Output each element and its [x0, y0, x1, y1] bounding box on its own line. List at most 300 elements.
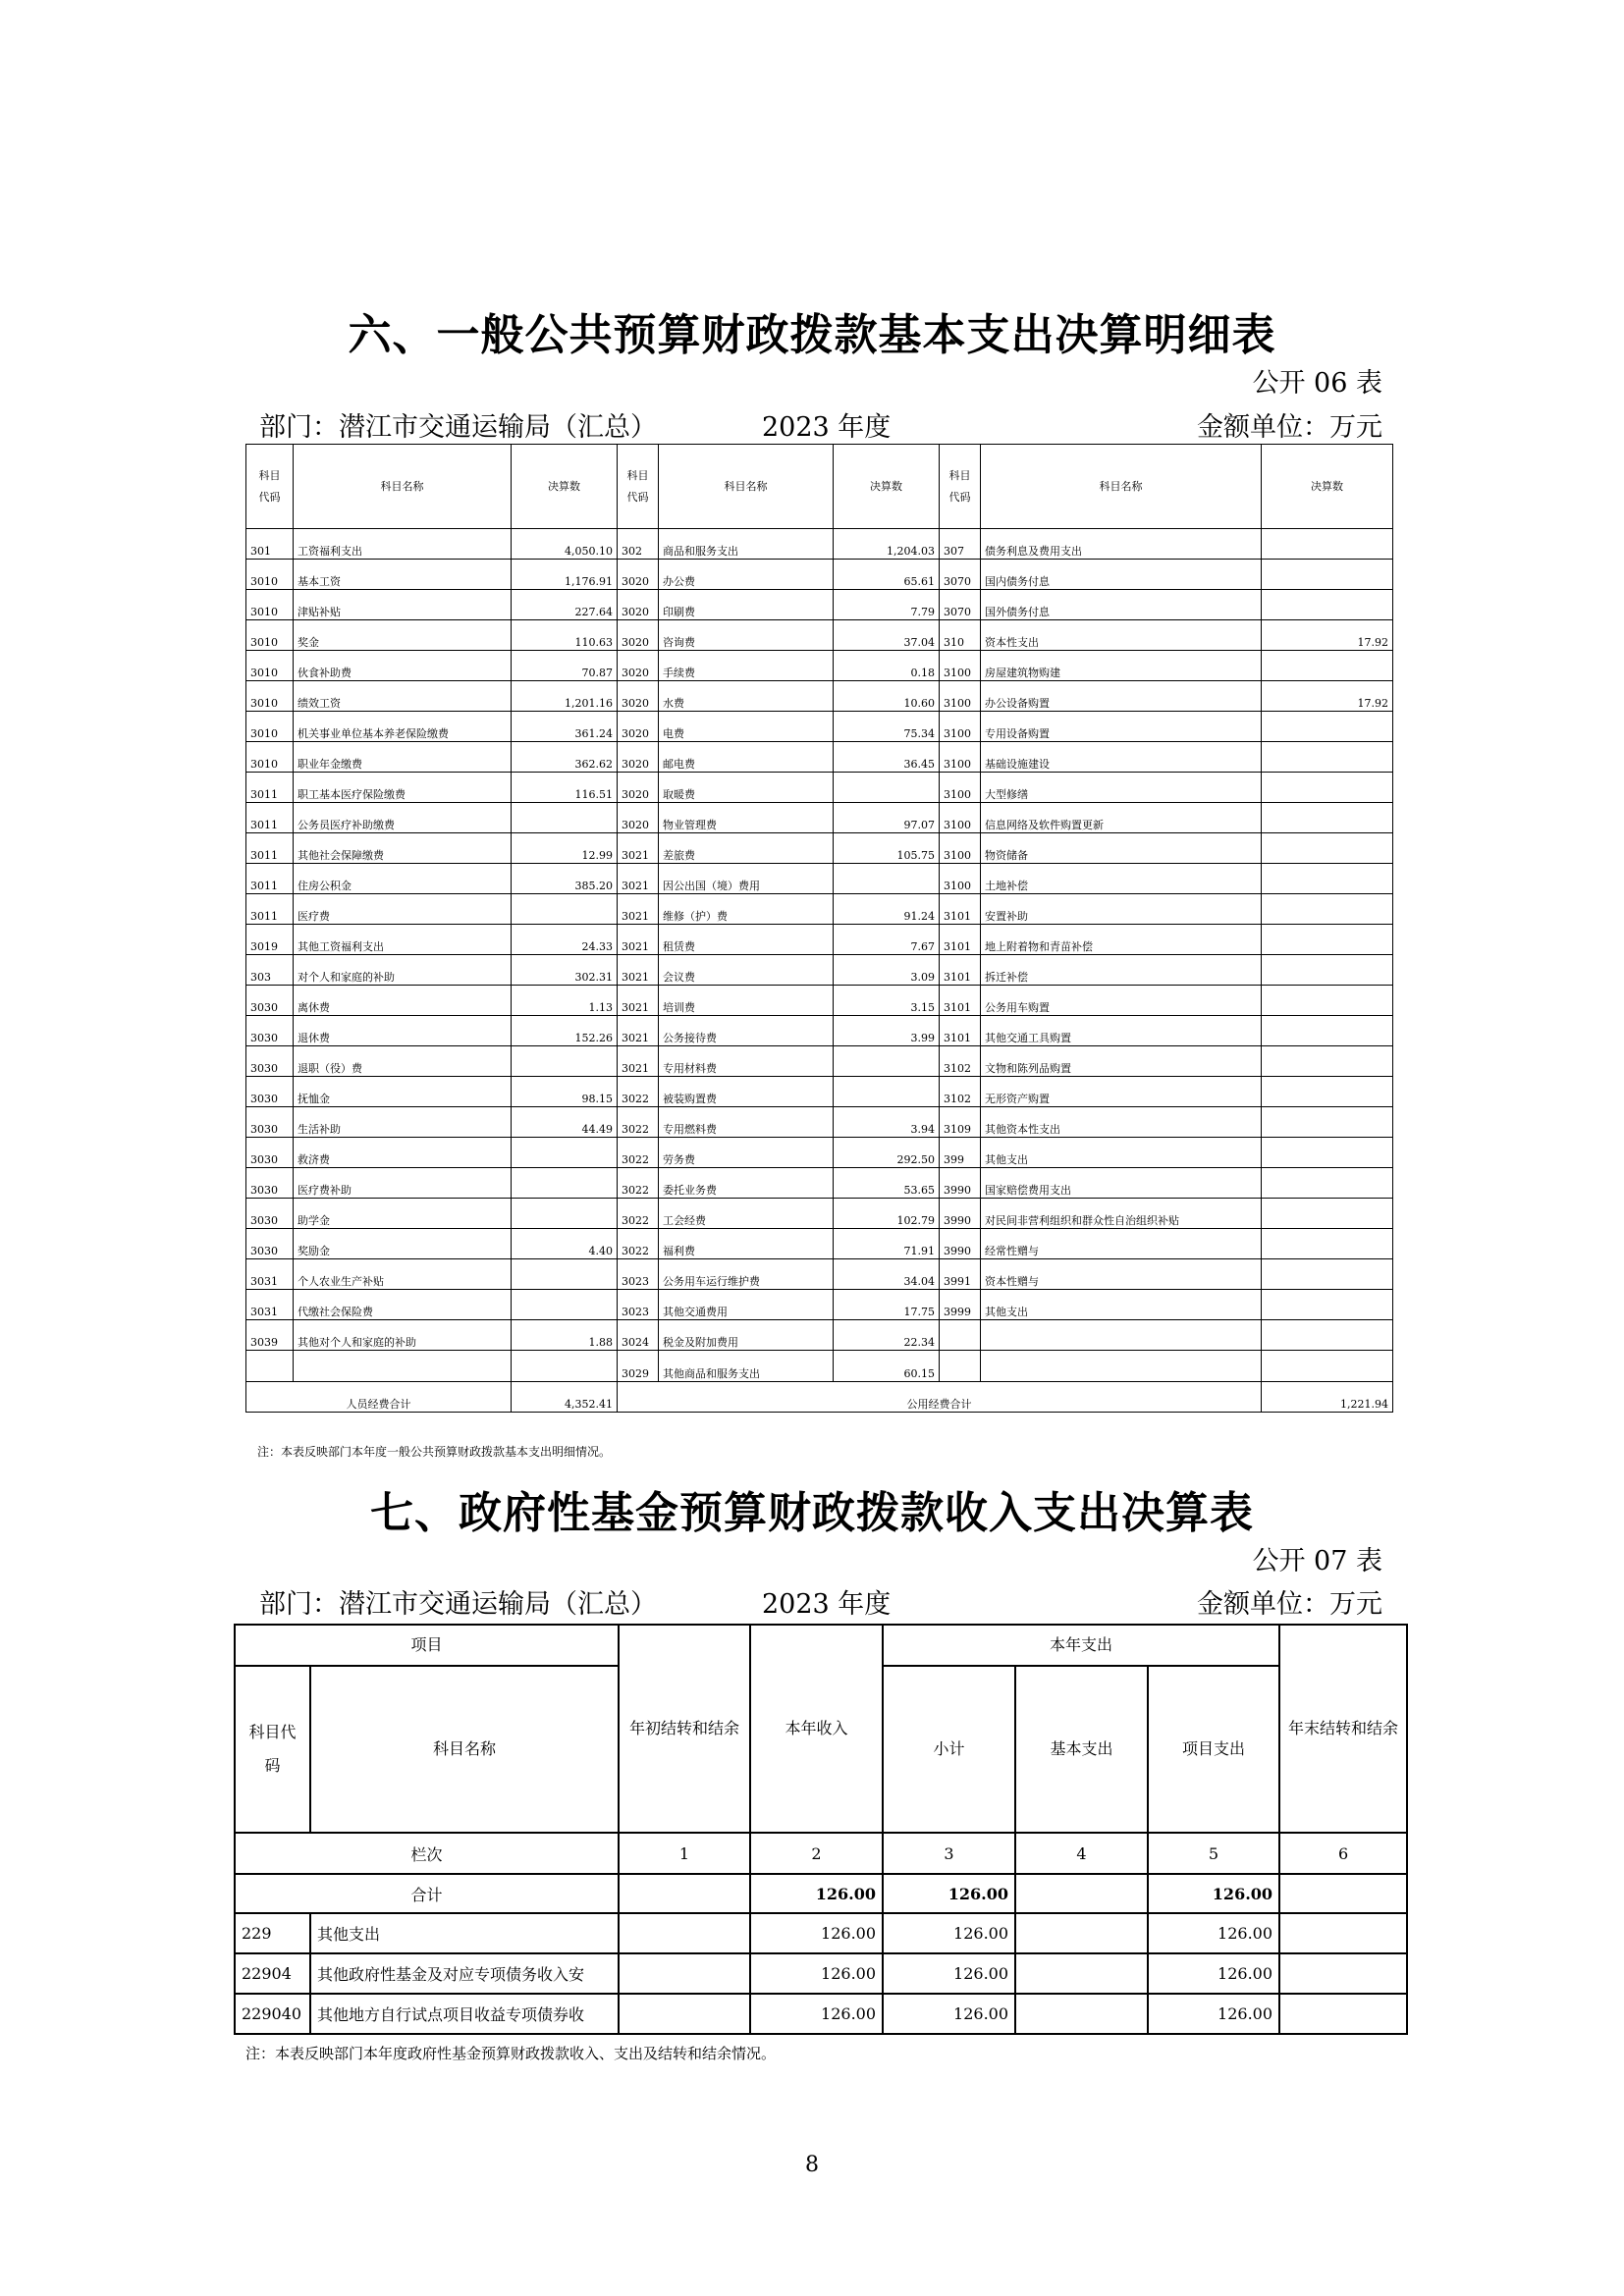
table-row [246, 1168, 1393, 1199]
cell-name: 公务用车运行维护费 [659, 1259, 834, 1290]
header-subtotal: 小计 [883, 1666, 1015, 1833]
cell-amount: 37.04 [834, 620, 940, 651]
cell-name: 资本性支出 [981, 620, 1262, 651]
cell-code: 3022 [618, 1168, 659, 1199]
cell-name: 办公费 [659, 560, 834, 590]
cell-code: 3020 [618, 651, 659, 681]
table-row [235, 1913, 1407, 1953]
cell-code: 3022 [618, 1077, 659, 1107]
cell-name: 个人农业生产补贴 [294, 1259, 512, 1290]
cell-amount [1262, 529, 1393, 560]
cell-code: 3030 [246, 1046, 294, 1077]
cell-code: 3024 [618, 1320, 659, 1351]
cell-code: 3011 [246, 833, 294, 864]
cell-amount: 102.79 [834, 1199, 940, 1229]
cell-name [981, 1320, 1262, 1351]
cell-name: 办公设备购置 [981, 681, 1262, 712]
cell-code: 3021 [618, 1046, 659, 1077]
total-cell: 126.00 [883, 1874, 1015, 1913]
cell-name: 公务员医疗补助缴费 [294, 803, 512, 833]
cell-code: 3999 [940, 1290, 981, 1320]
cell-amount: 126.00 [883, 1913, 1015, 1953]
cell-code: 3100 [940, 773, 981, 803]
table-row [246, 1229, 1393, 1259]
cell-amount: 91.24 [834, 894, 940, 925]
cell-name: 文物和陈列品购置 [981, 1046, 1262, 1077]
cell-amount: 53.65 [834, 1168, 940, 1199]
header-basic-expense: 基本支出 [1015, 1666, 1148, 1833]
table-row [246, 1016, 1393, 1046]
cell-amount: 70.87 [512, 651, 618, 681]
cell-code: 3100 [940, 864, 981, 894]
cell-amount [619, 1994, 750, 2034]
cell-name: 会议费 [659, 955, 834, 986]
cell-code: 3010 [246, 651, 294, 681]
total-cell: 126.00 [1148, 1874, 1279, 1913]
cell-code: 3022 [618, 1107, 659, 1138]
table-row [246, 955, 1393, 986]
cell-code: 3039 [246, 1320, 294, 1351]
cell-code: 3101 [940, 894, 981, 925]
cell-name: 大型修缮 [981, 773, 1262, 803]
cell-name: 房屋建筑物购建 [981, 651, 1262, 681]
table-row [235, 1953, 1407, 1994]
basic-expenditure-table [245, 444, 1393, 1413]
cell-code: 3019 [246, 925, 294, 955]
cell-code: 307 [940, 529, 981, 560]
table-row [246, 864, 1393, 894]
table-row [246, 894, 1393, 925]
cell-code: 3021 [618, 1016, 659, 1046]
cell-name: 医疗费 [294, 894, 512, 925]
cell-amount: 126.00 [1148, 1913, 1279, 1953]
cell-name: 邮电费 [659, 742, 834, 773]
table-row [246, 1320, 1393, 1351]
cell-amount: 0.18 [834, 651, 940, 681]
table-row [246, 1046, 1393, 1077]
cell-amount [834, 1046, 940, 1077]
cell-code: 3990 [940, 1199, 981, 1229]
header-expense: 本年支出 [883, 1625, 1279, 1666]
column-number: 6 [1279, 1833, 1407, 1874]
cell-code: 3023 [618, 1290, 659, 1320]
cell-name: 其他工资福利支出 [294, 925, 512, 955]
cell-name: 机关事业单位基本养老保险缴费 [294, 712, 512, 742]
cell-code: 3020 [618, 620, 659, 651]
header-amount: 决算数 [512, 445, 618, 529]
cell-name: 医疗费补助 [294, 1168, 512, 1199]
total-cell: 126.00 [750, 1874, 883, 1913]
header-subject-name: 科目名称 [310, 1666, 619, 1833]
cell-amount: 12.99 [512, 833, 618, 864]
cell-amount [1015, 1994, 1148, 2034]
cell-amount [512, 803, 618, 833]
cell-name: 租赁费 [659, 925, 834, 955]
cell-code: 3030 [246, 986, 294, 1016]
cell-amount [1015, 1953, 1148, 1994]
table6-year: 2023 年度 [762, 412, 892, 443]
cell-amount: 362.62 [512, 742, 618, 773]
cell-amount [512, 1168, 618, 1199]
cell-amount: 71.91 [834, 1229, 940, 1259]
header-end-balance: 年末结转和结余 [1279, 1625, 1407, 1833]
cell-amount: 292.50 [834, 1138, 940, 1168]
cell-name: 其他支出 [981, 1138, 1262, 1168]
cell-amount: 126.00 [750, 1953, 883, 1994]
cell-amount: 60.15 [834, 1351, 940, 1382]
cell-amount: 7.67 [834, 925, 940, 955]
cell-code: 3021 [618, 925, 659, 955]
cell-amount: 3.99 [834, 1016, 940, 1046]
cell-code: 3020 [618, 803, 659, 833]
cell-name: 其他交通费用 [659, 1290, 834, 1320]
cell-amount: 24.33 [512, 925, 618, 955]
cell-code: 3100 [940, 651, 981, 681]
table7-note: 注：本表反映部门本年度政府性基金预算财政拨款收入、支出及结转和结余情况。 [245, 2045, 777, 2062]
table-row [235, 1994, 1407, 2034]
cell-amount: 126.00 [1148, 1953, 1279, 1994]
cell-name: 其他商品和服务支出 [659, 1351, 834, 1382]
cell-amount: 126.00 [750, 1913, 883, 1953]
cell-code [246, 1351, 294, 1382]
column-number: 4 [1015, 1833, 1148, 1874]
cell-amount: 7.79 [834, 590, 940, 620]
personnel-total-value: 4,352.41 [512, 1382, 618, 1413]
cell-name: 拆迁补偿 [981, 955, 1262, 986]
cell-amount: 105.75 [834, 833, 940, 864]
cell-name: 劳务费 [659, 1138, 834, 1168]
cell-amount: 4.40 [512, 1229, 618, 1259]
cell-name: 其他支出 [981, 1290, 1262, 1320]
table6-department: 部门：潜江市交通运输局（汇总） [259, 412, 657, 443]
cell-code: 3100 [940, 833, 981, 864]
cell-amount [1262, 925, 1393, 955]
cell-name: 地上附着物和青苗补偿 [981, 925, 1262, 955]
cell-amount [1262, 1199, 1393, 1229]
table7-code: 公开 07 表 [1252, 1546, 1382, 1576]
cell-amount: 385.20 [512, 864, 618, 894]
cell-amount [834, 864, 940, 894]
cell-code: 3031 [246, 1259, 294, 1290]
cell-amount: 17.92 [1262, 620, 1393, 651]
table-row [246, 1259, 1393, 1290]
header-code: 科目 代码 [940, 445, 981, 529]
cell-code: 3030 [246, 1168, 294, 1199]
cell-name: 助学金 [294, 1199, 512, 1229]
table-row [246, 1351, 1393, 1382]
table-row [246, 560, 1393, 590]
total-cell [1279, 1874, 1407, 1913]
cell-name: 生活补助 [294, 1107, 512, 1138]
column-number: 1 [619, 1833, 750, 1874]
cell-amount [1279, 1953, 1407, 1994]
cell-name: 印刷费 [659, 590, 834, 620]
cell-name: 津贴补贴 [294, 590, 512, 620]
cell-amount: 1,204.03 [834, 529, 940, 560]
cell-code: 3990 [940, 1229, 981, 1259]
cell-amount: 302.31 [512, 955, 618, 986]
cell-code: 3022 [618, 1229, 659, 1259]
cell-code: 3990 [940, 1168, 981, 1199]
cell-code: 3100 [940, 742, 981, 773]
cell-code: 3030 [246, 1229, 294, 1259]
cell-code: 3030 [246, 1016, 294, 1046]
cell-amount [1262, 1351, 1393, 1382]
total-label: 合计 [235, 1874, 619, 1913]
cell-code: 3030 [246, 1199, 294, 1229]
cell-code: 3031 [246, 1290, 294, 1320]
cell-code: 3010 [246, 560, 294, 590]
cell-code: 3030 [246, 1107, 294, 1138]
cell-name: 国家赔偿费用支出 [981, 1168, 1262, 1199]
cell-code: 3070 [940, 590, 981, 620]
cell-name: 专用燃料费 [659, 1107, 834, 1138]
cell-name: 其他交通工具购置 [981, 1016, 1262, 1046]
cell-code: 3011 [246, 894, 294, 925]
cell-amount [512, 1259, 618, 1290]
cell-name: 被装购置费 [659, 1077, 834, 1107]
cell-code: 3101 [940, 955, 981, 986]
personnel-total-label: 人员经费合计 [246, 1382, 512, 1413]
cell-name: 专用材料费 [659, 1046, 834, 1077]
header-amount: 决算数 [834, 445, 940, 529]
cell-amount [1262, 833, 1393, 864]
total-row [235, 1874, 1407, 1913]
header-code: 科目 代码 [246, 445, 294, 529]
cell-code: 3109 [940, 1107, 981, 1138]
public-total-value: 1,221.94 [1262, 1382, 1393, 1413]
table-row [246, 590, 1393, 620]
cell-amount [512, 1199, 618, 1229]
cell-amount [1262, 1138, 1393, 1168]
table-row [246, 1107, 1393, 1138]
cell-amount [1262, 803, 1393, 833]
header-name: 科目名称 [659, 445, 834, 529]
public-total-label: 公用经费合计 [618, 1382, 1262, 1413]
cell-name: 绩效工资 [294, 681, 512, 712]
cell-code: 3010 [246, 590, 294, 620]
cell-name: 基础设施建设 [981, 742, 1262, 773]
cell-amount [1262, 1046, 1393, 1077]
cell-code: 3011 [246, 803, 294, 833]
cell-name: 福利费 [659, 1229, 834, 1259]
cell-name: 其他资本性支出 [981, 1107, 1262, 1138]
cell-amount: 227.64 [512, 590, 618, 620]
cell-amount [619, 1953, 750, 1994]
cell-amount [1262, 864, 1393, 894]
table6-unit: 金额单位：万元 [1197, 412, 1382, 443]
cell-amount: 126.00 [750, 1994, 883, 2034]
cell-code: 3011 [246, 773, 294, 803]
cell-name: 电费 [659, 712, 834, 742]
table7-unit: 金额单位：万元 [1197, 1589, 1382, 1620]
cell-code: 3021 [618, 894, 659, 925]
cell-amount: 3.09 [834, 955, 940, 986]
cell-code: 229 [235, 1913, 310, 1953]
cell-name: 其他支出 [310, 1913, 619, 1953]
cell-code: 3010 [246, 742, 294, 773]
cell-code: 3020 [618, 773, 659, 803]
cell-code: 3100 [940, 712, 981, 742]
cell-code: 3101 [940, 986, 981, 1016]
cell-name: 其他对个人和家庭的补助 [294, 1320, 512, 1351]
cell-code: 3021 [618, 833, 659, 864]
cell-amount: 36.45 [834, 742, 940, 773]
cell-code: 3020 [618, 681, 659, 712]
cell-amount [1262, 1290, 1393, 1320]
cell-code: 3010 [246, 681, 294, 712]
cell-amount [1279, 1913, 1407, 1953]
cell-code: 3030 [246, 1138, 294, 1168]
cell-amount [1262, 712, 1393, 742]
table-row [246, 712, 1393, 742]
cell-code: 3011 [246, 864, 294, 894]
header-subject-code: 科目代码 [235, 1666, 310, 1833]
cell-amount [1262, 742, 1393, 773]
cell-name: 无形资产购置 [981, 1077, 1262, 1107]
cell-code: 3010 [246, 620, 294, 651]
cell-code: 229040 [235, 1994, 310, 2034]
cell-amount [834, 773, 940, 803]
table-header-row [246, 445, 1393, 529]
column-number: 5 [1148, 1833, 1279, 1874]
table-row [246, 1138, 1393, 1168]
table-row [246, 803, 1393, 833]
cell-amount [619, 1913, 750, 1953]
cell-code: 3020 [618, 742, 659, 773]
cell-name: 抚恤金 [294, 1077, 512, 1107]
header-project-expense: 项目支出 [1148, 1666, 1279, 1833]
cell-name: 其他社会保障缴费 [294, 833, 512, 864]
cell-code: 3029 [618, 1351, 659, 1382]
cell-name: 水费 [659, 681, 834, 712]
table-row [246, 742, 1393, 773]
cell-name: 差旅费 [659, 833, 834, 864]
cell-name: 基本工资 [294, 560, 512, 590]
cell-amount [512, 894, 618, 925]
cell-code: 22904 [235, 1953, 310, 1994]
cell-amount [834, 1077, 940, 1107]
cell-name: 职工基本医疗保险缴费 [294, 773, 512, 803]
cell-name: 住房公积金 [294, 864, 512, 894]
cell-amount: 126.00 [1148, 1994, 1279, 2034]
cell-amount: 65.61 [834, 560, 940, 590]
header-name: 科目名称 [294, 445, 512, 529]
cell-name: 工资福利支出 [294, 529, 512, 560]
cell-amount [1262, 590, 1393, 620]
cell-name: 退职（役）费 [294, 1046, 512, 1077]
cell-name: 维修（护）费 [659, 894, 834, 925]
cell-amount: 34.04 [834, 1259, 940, 1290]
cell-name: 公务接待费 [659, 1016, 834, 1046]
cell-name: 物资储备 [981, 833, 1262, 864]
cell-code: 3020 [618, 560, 659, 590]
table-row [246, 986, 1393, 1016]
cell-amount: 1,201.16 [512, 681, 618, 712]
table6-note: 注：本表反映部门本年度一般公共预算财政拨款基本支出明细情况。 [257, 1445, 612, 1459]
cell-name: 代缴社会保险费 [294, 1290, 512, 1320]
cell-amount: 17.92 [1262, 681, 1393, 712]
cell-name: 奖金 [294, 620, 512, 651]
cell-name: 救济费 [294, 1138, 512, 1168]
table6-title: 六、一般公共预算财政拨款基本支出决算明细表 [348, 310, 1276, 360]
cell-code: 3102 [940, 1046, 981, 1077]
cell-amount [1262, 1016, 1393, 1046]
cell-name: 因公出国（境）费用 [659, 864, 834, 894]
cell-name: 国内债务付息 [981, 560, 1262, 590]
cell-name: 咨询费 [659, 620, 834, 651]
cell-code: 3021 [618, 864, 659, 894]
cell-amount: 116.51 [512, 773, 618, 803]
cell-code [940, 1351, 981, 1382]
cell-code: 3101 [940, 925, 981, 955]
header-amount: 决算数 [1262, 445, 1393, 529]
cell-code: 3102 [940, 1077, 981, 1107]
table7-title: 七、政府性基金预算财政拨款收入支出决算表 [370, 1488, 1254, 1538]
cell-amount [512, 1351, 618, 1382]
cell-name: 专用设备购置 [981, 712, 1262, 742]
cell-code: 3100 [940, 681, 981, 712]
cell-amount: 22.34 [834, 1320, 940, 1351]
cell-amount: 361.24 [512, 712, 618, 742]
table-row [246, 620, 1393, 651]
cell-name: 培训费 [659, 986, 834, 1016]
table-row [246, 833, 1393, 864]
total-cell [1015, 1874, 1148, 1913]
header-income: 本年收入 [750, 1625, 883, 1833]
column-number-row [235, 1833, 1407, 1874]
cell-amount [1262, 1077, 1393, 1107]
cell-name: 资本性赠与 [981, 1259, 1262, 1290]
cell-code: 3030 [246, 1077, 294, 1107]
cell-amount: 1.13 [512, 986, 618, 1016]
cell-amount [1262, 894, 1393, 925]
cell-amount [1262, 560, 1393, 590]
table-row [246, 1199, 1393, 1229]
cell-amount [1262, 955, 1393, 986]
cell-amount [1262, 1259, 1393, 1290]
cell-code: 3991 [940, 1259, 981, 1290]
cell-name: 国外债务付息 [981, 590, 1262, 620]
cell-name: 伙食补助费 [294, 651, 512, 681]
cell-code: 3010 [246, 712, 294, 742]
cell-code: 310 [940, 620, 981, 651]
cell-code: 3022 [618, 1199, 659, 1229]
fund-budget-table [234, 1624, 1408, 2035]
cell-code: 3023 [618, 1259, 659, 1290]
column-label: 栏次 [235, 1833, 619, 1874]
cell-amount: 17.75 [834, 1290, 940, 1320]
cell-amount [512, 1046, 618, 1077]
cell-amount [1279, 1994, 1407, 2034]
cell-code: 3101 [940, 1016, 981, 1046]
total-row [246, 1382, 1393, 1413]
cell-amount: 126.00 [883, 1953, 1015, 1994]
table7-department: 部门：潜江市交通运输局（汇总） [259, 1589, 657, 1620]
cell-code: 399 [940, 1138, 981, 1168]
cell-name: 债务利息及费用支出 [981, 529, 1262, 560]
cell-code: 303 [246, 955, 294, 986]
header-project: 项目 [235, 1625, 619, 1666]
cell-name: 土地补偿 [981, 864, 1262, 894]
cell-name: 取暖费 [659, 773, 834, 803]
cell-code: 301 [246, 529, 294, 560]
column-number: 3 [883, 1833, 1015, 1874]
cell-amount: 4,050.10 [512, 529, 618, 560]
table-row [246, 1077, 1393, 1107]
table-row [246, 681, 1393, 712]
cell-name: 退休费 [294, 1016, 512, 1046]
